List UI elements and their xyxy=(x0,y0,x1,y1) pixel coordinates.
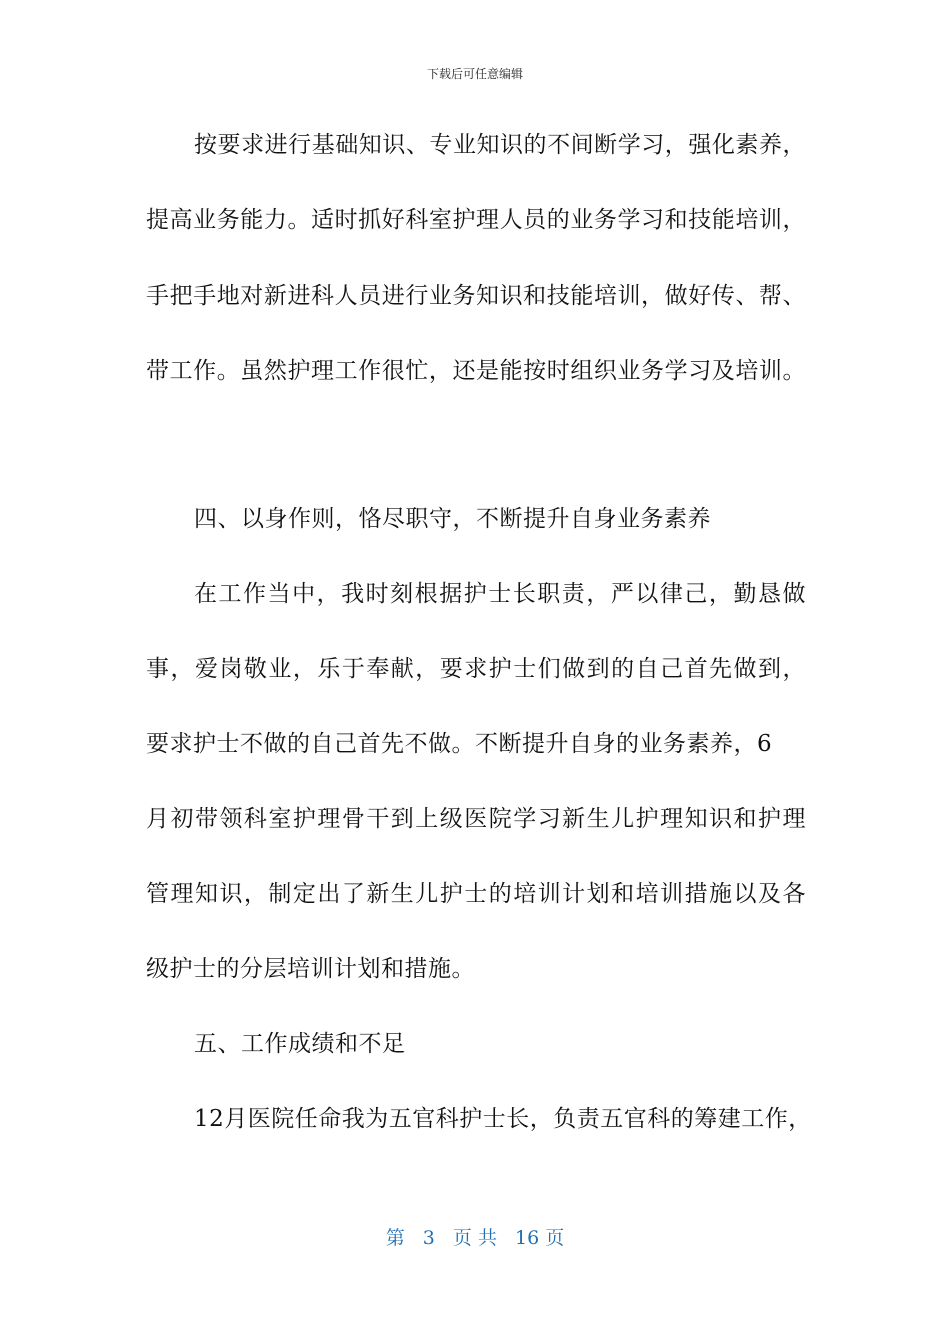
paragraph-line-5: 在工作当中，我时刻根据护士长职责，严以律己，勤恳做 xyxy=(194,581,806,607)
footer-middle: 页 共 xyxy=(452,1227,497,1249)
paragraph-line-2: 提高业务能力。适时抓好科室护理人员的业务学习和技能培训， xyxy=(146,207,806,233)
paragraph-line-9: 管理知识，制定出了新生儿护士的培训计划和培训措施以及各 xyxy=(146,881,806,907)
footer-current-page: 3 xyxy=(422,1227,435,1249)
paragraph-line-3: 手把手地对新进科人员进行业务知识和技能培训，做好传、帮、 xyxy=(146,283,806,309)
paragraph-line-7: 要求护士不做的自己首先不做。不断提升自身的业务素养，6 xyxy=(146,731,773,757)
section-heading-4: 四、以身作则，恪尽职守，不断提升自身业务素养 xyxy=(194,506,711,532)
footer-total-pages: 16 xyxy=(515,1227,540,1249)
paragraph-line-1: 按要求进行基础知识、专业知识的不间断学习，强化素养， xyxy=(194,132,806,158)
footer-prefix: 第 xyxy=(385,1227,405,1249)
paragraph-line-4: 带工作。虽然护理工作很忙，还是能按时组织业务学习及培训。 xyxy=(146,358,806,384)
header-note: 下载后可任意编辑 xyxy=(426,67,523,81)
paragraph-line-6: 事，爱岗敬业，乐于奉献，要求护士们做到的自己首先做到， xyxy=(146,656,806,682)
page-footer xyxy=(0,1226,950,1250)
paragraph-line-8: 月初带领科室护理骨干到上级医院学习新生儿护理知识和护理 xyxy=(146,806,806,832)
footer-suffix: 页 xyxy=(545,1227,565,1249)
paragraph-line-10: 级护士的分层培训计划和措施。 xyxy=(146,956,475,982)
section-heading-5: 五、工作成绩和不足 xyxy=(194,1031,406,1057)
paragraph-line-11: 12月医院任命我为五官科护士长，负责五官科的筹建工作， xyxy=(194,1106,812,1132)
